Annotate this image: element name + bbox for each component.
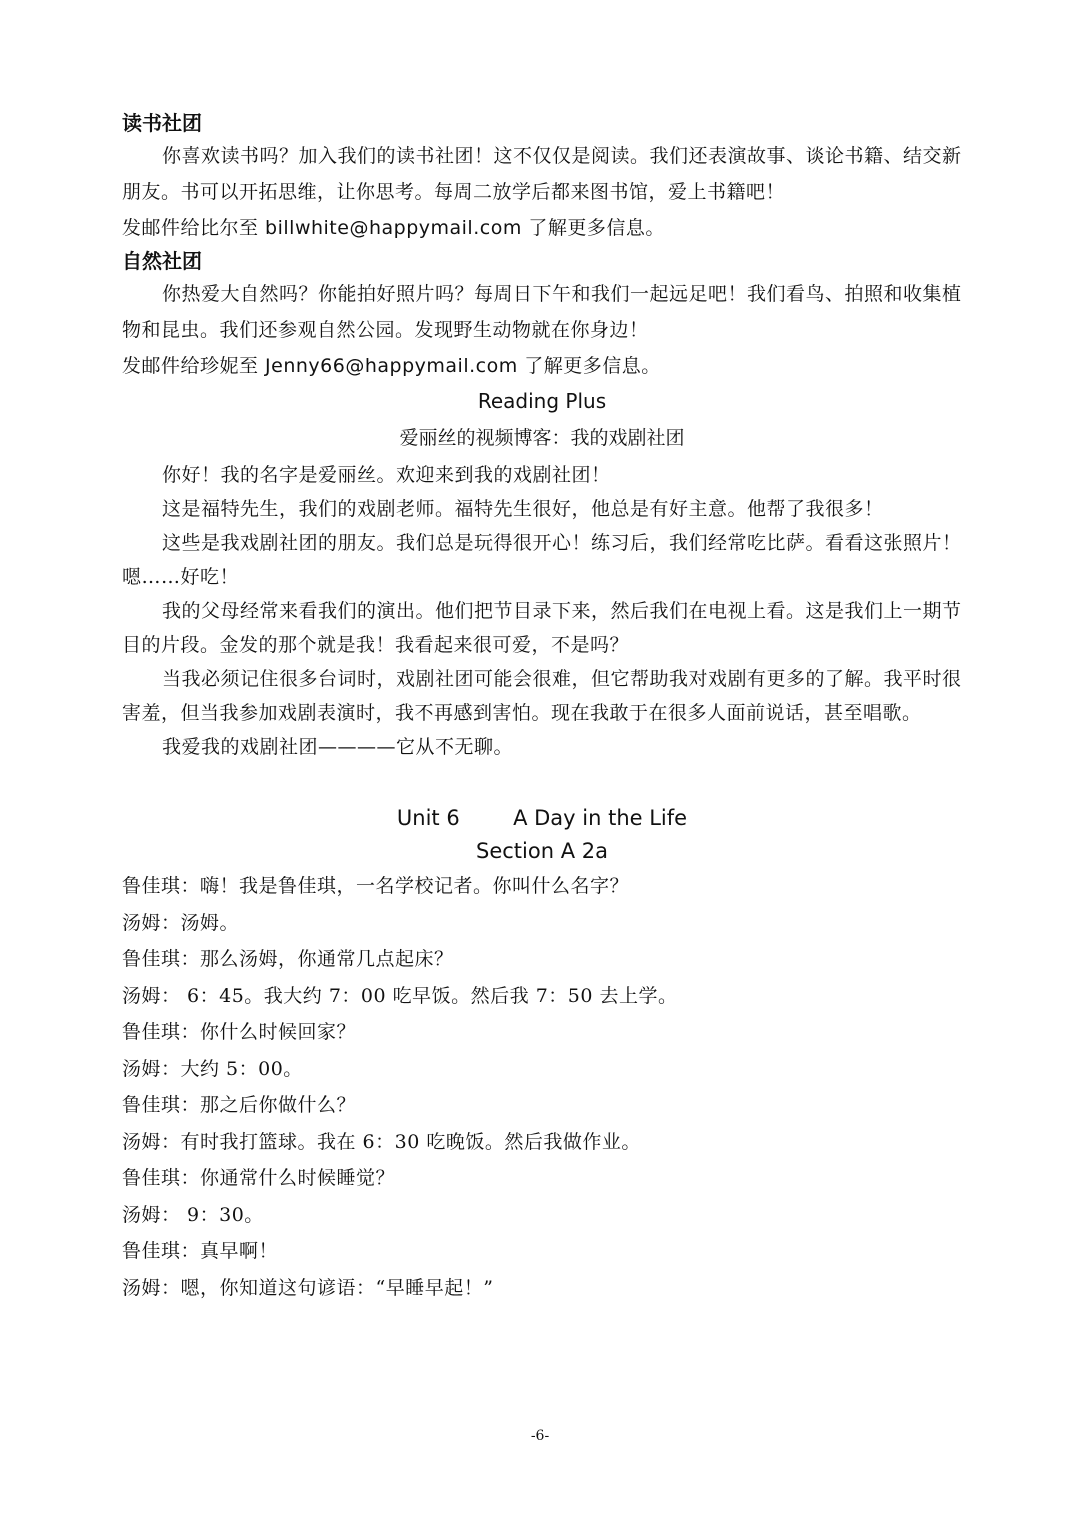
dialogue-line: 汤姆：汤姆。 xyxy=(122,911,240,934)
unit-title: Unit 6 A Day in the Life xyxy=(396,806,688,830)
dialogue-line: 汤姆： 9：30。 xyxy=(122,1203,264,1226)
dialogue-line: 汤姆： 6：45。我大约 7：00 吃早饭。然后我 7：50 去上学。 xyxy=(122,984,678,1007)
book-club-body: 你喜欢读书吗？加入我们的读书社团！这不仅仅是阅读。我们还表演故事、谈论书籍、结交新朋友。书可以开拓思维，让你思考。每周二放学后都来图书馆，爱上书籍吧！ xyxy=(122,145,962,203)
dialogue-line: 鲁佳琪：那么汤姆，你通常几点起床？ xyxy=(122,948,454,970)
reading-plus-paragraph: 我的父母经常来看我们的演出。他们把节目录下来，然后我们在电视上看。这是我们上一期节目的片段。金发的那个就是我！我看起来很可爱，不是吗？ xyxy=(122,600,962,656)
reading-plus-paragraph: 当我必须记住很多台词时，戏剧社团可能会很难，但它帮助我对戏剧有更多的了解。我平时很害羞，但当我参加戏剧表演时，我不再感到害怕。现在我敢于在很多人面前说话，甚至唱歌。 xyxy=(122,668,962,724)
dialogue-line: 鲁佳琪：真早啊！ xyxy=(122,1240,279,1262)
reading-plus-paragraph: 这些是我戏剧社团的朋友。我们总是玩得很开心！练习后，我们经常吃比萨。看看这张照片！嗯……好吃！ xyxy=(122,532,962,588)
dialogue-line: 汤姆：嗯，你知道这句谚语：“早睡早起！” xyxy=(122,1276,494,1299)
nature-club-email: Jenny66@happymail.com xyxy=(265,355,518,377)
reading-plus-title: Reading Plus xyxy=(477,389,607,413)
nature-club-contact-prefix: 发邮件给珍妮至 xyxy=(122,355,266,377)
nature-club-contact-suffix: 了解更多信息。 xyxy=(517,355,661,377)
document-content xyxy=(122,108,962,1306)
nature-club-body: 你热爱大自然吗？你能拍好照片吗？每周日下午和我们一起远足吧！我们看鸟、拍照和收集植物和昆虫。我们还参观自然公园。发现野生动物就在你身边！ xyxy=(122,283,962,341)
dialogue-line: 鲁佳琪：嗨！我是鲁佳琪，一名学校记者。你叫什么名字？ xyxy=(122,875,630,897)
book-club-heading: 读书社团 xyxy=(122,111,202,135)
reading-plus-subtitle: 爱丽丝的视频博客：我的戏剧社团 xyxy=(399,427,685,449)
dialogue-line: 鲁佳琪：那之后你做什么？ xyxy=(122,1094,357,1116)
dialogue-line: 汤姆：大约 5：00。 xyxy=(122,1057,303,1080)
book-club-contact-suffix: 了解更多信息。 xyxy=(521,217,665,239)
section-spacer xyxy=(122,764,962,802)
page-number: -6- xyxy=(530,1428,550,1444)
dialogue-line: 鲁佳琪：你通常什么时候睡觉？ xyxy=(122,1167,396,1189)
nature-club-contact xyxy=(122,348,962,384)
reading-plus-paragraph: 这是福特先生，我们的戏剧老师。福特先生很好，他总是有好主意。他帮了我很多！ xyxy=(162,498,884,520)
dialogue-line: 汤姆：有时我打篮球。我在 6：30 吃晚饭。然后我做作业。 xyxy=(122,1130,641,1153)
dialogue-line: 鲁佳琪：你什么时候回家？ xyxy=(122,1021,357,1043)
book-club-email: billwhite@happymail.com xyxy=(265,217,522,239)
reading-plus-paragraph: 我爱我的戏剧社团————它从不无聊。 xyxy=(162,736,514,758)
reading-plus-paragraph: 你好！我的名字是爱丽丝。欢迎来到我的戏剧社团！ xyxy=(162,464,611,486)
book-club-contact xyxy=(122,210,962,246)
nature-club-heading: 自然社团 xyxy=(122,249,202,273)
book-club-contact-prefix: 发邮件给比尔至 xyxy=(122,217,266,239)
section-title: Section A 2a xyxy=(476,839,608,863)
